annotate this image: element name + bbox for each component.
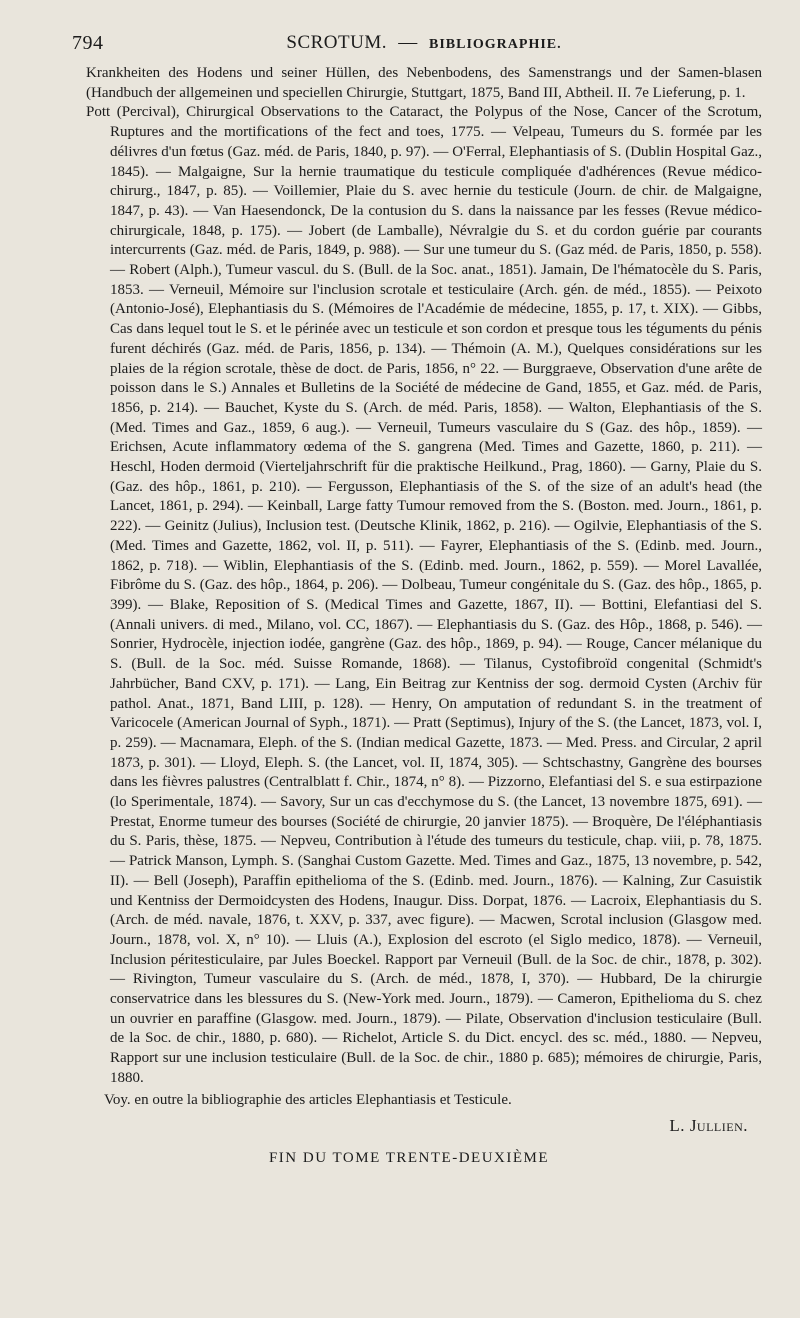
signature-name: Jullien. bbox=[689, 1116, 748, 1136]
bibliography-paragraph-main: Pott (Percival), Chirurgical Observations to the Cataract, the Polypus of the Nose, Cancer of the Scrotum, Ruptures and the mortifications of the fect and toes, 1775. — Velpeau, Tumeurs du S. formée par les délivres d'un fœtus (Gaz. méd. de Paris, 1840, p. 97). — O'Ferral, Elephantiasis of S. (Dublin Hospital Gaz., 1845). — Malgaigne, Sur la hernie traumatique du testicule compliquée d'adhérences (Revue médico-chirurg., 1847, p. 85). — Voillemier, Plaie du S. avec hernie du testicule (Journ. de chir. de Malgaigne, 1847, p. 43). — Van Haesendonck, De la contusion du S. dans la naissance par les fesses (Revue médico-chirurgicale, 1848, p. 175). — Jobert (de Lamballe), Névralgie du S. et du cordon guérie par courants intercurrents (Gaz. méd. de Paris, 1849, p. 988). — Sur une tumeur du S. (Gaz méd. de Paris, 1850, p. 558). — Robert (Alph.), Tumeur vascul. du S. (Bull. de la Soc. anat., 1851). Jamain, De l'hématocèle du S. Paris, 1853. — Verneuil, Mémoire sur l'inclusion scrotale et testiculaire (Arch. gén. de méd., 1855). — Peixoto (Antonio-José), Elephantiasis du S. (Mémoires de l'Académie de médecine, 1855, p. 17, t. XIX). — Gibbs, Cas dans lequel tout le S. et le périnée avec un testicule et son cordon et presque tous les téguments du pénis furent déchirés (Gaz. méd. de Paris, 1856, p. 134). — Thémoin (A. M.), Quelques considérations sur les plaies de la région scrotale, thèse de doct. de Paris, 1856, n° 22. — Burggraeve, Observation d'une arête de poisson dans le S.) Annales et Bulletins de la Société de médecine de Gand, 1855, et Gaz. méd. de Paris, 1856, p. 214). — Bauchet, Kyste du S. (Arch. de méd. Paris, 1858). — Walton, Elephantiasis of the S. (Med. Times and Gaz., 1859, 6 aug.). — Verneuil, Tumeurs vasculaire du S (Gaz. des hôp., 1859). — Erichsen, Acute inflammatory œdema of the S. gangrena (Med. Times and Gazette, 1860, p. 211). — Heschl, Hoden dermoid (Vierteljahrschrift für die praktische Heilkund., Prag, 1860). — Garny, Plaie du S. (Gaz. des hôp., 1861, p. 210). — Fergusson, Elephantiasis of the S. of the size of an adult's head (the Lancet, 1861, p. 294). — Keinball, Large fatty Tumour removed from the S. (Boston. med. Journ., 1861, p. 222). — Geinitz (Julius), Inclusion test. (Deutsche Klinik, 1862, p. 216). — Ogilvie, Elephantiasis of the S. (Med. Times and Gazette, 1862, vol. II, p. 511). — Fayrer, Elephantiasis of the S. (Edinb. med. Journ., 1862, p. 718). — Wiblin, Elephantiasis of the S. (Edinb. med. Journ., 1862, p. 559). — Morel Lavallée, Fibrôme du S. (Gaz. des hôp., 1864, p. 206). — Dolbeau, Tumeur congénitale du S. (Gaz. des hôp., 1865, p. 399). — Blake, Reposition of S. (Medical Times and Gazette, 1867, II). — Bottini, Elefantiasi del S. (Annali univers. di med., Milano, vol. CC, 1867). — Elephantiasis du S. (Gaz. des Hôp., 1868, p. 546). — Sonrier, Hydrocèle, injection iodée, gangrène (Gaz. des hôp., 1869, p. 94). — Rouge, Cancer mélanique du S. (Bull. de la Soc. méd. Suisse Romande, 1868). — Tilanus, Cystofibroïd congenital (Schmidt's Jahrbücher, Band CXV, p. 171). — Lang, Ein Beitrag zur Kentniss der sog. dermoid Cysten (Archiv für pathol. Anat., 1871, Band LIII, p. 128). — Henry, On amputation of redundant S. in the treatment of Varicocele (American Journal of Syph., 1871). — Pratt (Septimus), Injury of the S. (the Lancet, 1873, vol. I, p. 259). — Macnamara, Eleph. of the S. (Indian medical Gazette, 1873. — Med. Press. and Circular, 2 april 1873, p. 301). — Lloyd, Eleph. S. (the Lancet, vol. II, 1874, 305). — Schtschastny, Gangrène des bourses dans les fièvres palustres (Centralblatt f. Chir., 1874, n° 8). — Pizzorno, Elefantiasi del S. e sua estirpazione (lo Sperimentale, 1874). — Savory, Sur un cas d'ecchymose du S. (the Lancet, 13 novembre 1875, 691). — Prestat, Enorme tumeur des bourses (Société de chirurgie, 20 janvier 1875). — Broquère, De l'éléphantiasis du S. Paris, thèse, 1875. — Nepveu, Contribution à l'étude des tumeurs du testicule, chap. viii, p. 78, 1875. — Patrick Manson, Lymph. S. (Sanghai Custom Gazette. Med. Times and Gaz., 1875, 13 novembre, p. 542, II). — Bell (Joseph), Paraffin epithelioma of the S. (Edinb. med. Journ., 1876). — Kalning, Zur Casuistik und Kentniss der Dermoidcysten des Hodens, Inaugur. Diss. Dorpat, 1876. — Lacroix, Elephantiasis du S. (Arch. de méd. navale, 1876, t. XXV, p. 337, avec figure). — Macwen, Scrotal inclusion (Glasgow med. Journ., 1878, vol. X, n° 10). — Lluis (A.), Explosion del escroto (el Siglo medico, 1878). — Verneuil, Inclusion péritesticulaire, par Jules Boeckel. Rapport par Verneuil (Bull. de la Soc. de chir., 1878, p. 302). — Rivington, Tumeur vasculaire du S. (Arch. de méd., 1878, I, 370). — Hubbard, De la chirurgie conservatrice dans les blessures du S. (New-York med. Journ., 1879). — Cameron, Epithelioma du S. chez un ouvrier en paraffine (Glasgow. med. Journ., 1879). — Pilate, Observation d'inclusion testiculaire (Bull. de la Soc. de chir., 1880, p. 680). — Richelot, Article S. du Dict. encycl. des sc. méd., 1880. — Nepveu, Rapport sur une inclusion testiculaire (Bull. de la Soc. de chir., 1880 p. 685); mémoires de chirurgie, Paris, 1880. bbox=[86, 104, 762, 1086]
author-signature bbox=[86, 1116, 762, 1136]
see-also-note: Voy. en outre la bibliographie des articles Elephantiasis et Testicule. bbox=[104, 1091, 512, 1108]
end-of-volume-note: FIN DU TOME TRENTE-DEUXIÈME bbox=[268, 1150, 550, 1167]
page-number: 794 bbox=[72, 32, 104, 54]
running-head bbox=[72, 28, 762, 58]
bibliography-paragraph-continued: Krankheiten des Hodens und seiner Hüllen, des Nebenbodens, des Samenstrangs und der Samen-blasen (Handbuch der allgemeinen und speciellen Chirurgie, Stuttgart, 1875, Band III, Abtheil. II. 7e Lieferung, p. 1. bbox=[86, 65, 762, 101]
running-head-dash: — bbox=[398, 32, 418, 53]
running-section: BIBLIOGRAPHIE. bbox=[428, 37, 562, 52]
signature-initial: L. bbox=[669, 1116, 686, 1136]
running-title: SCROTUM. bbox=[286, 32, 387, 53]
bibliography-body bbox=[86, 64, 762, 1110]
